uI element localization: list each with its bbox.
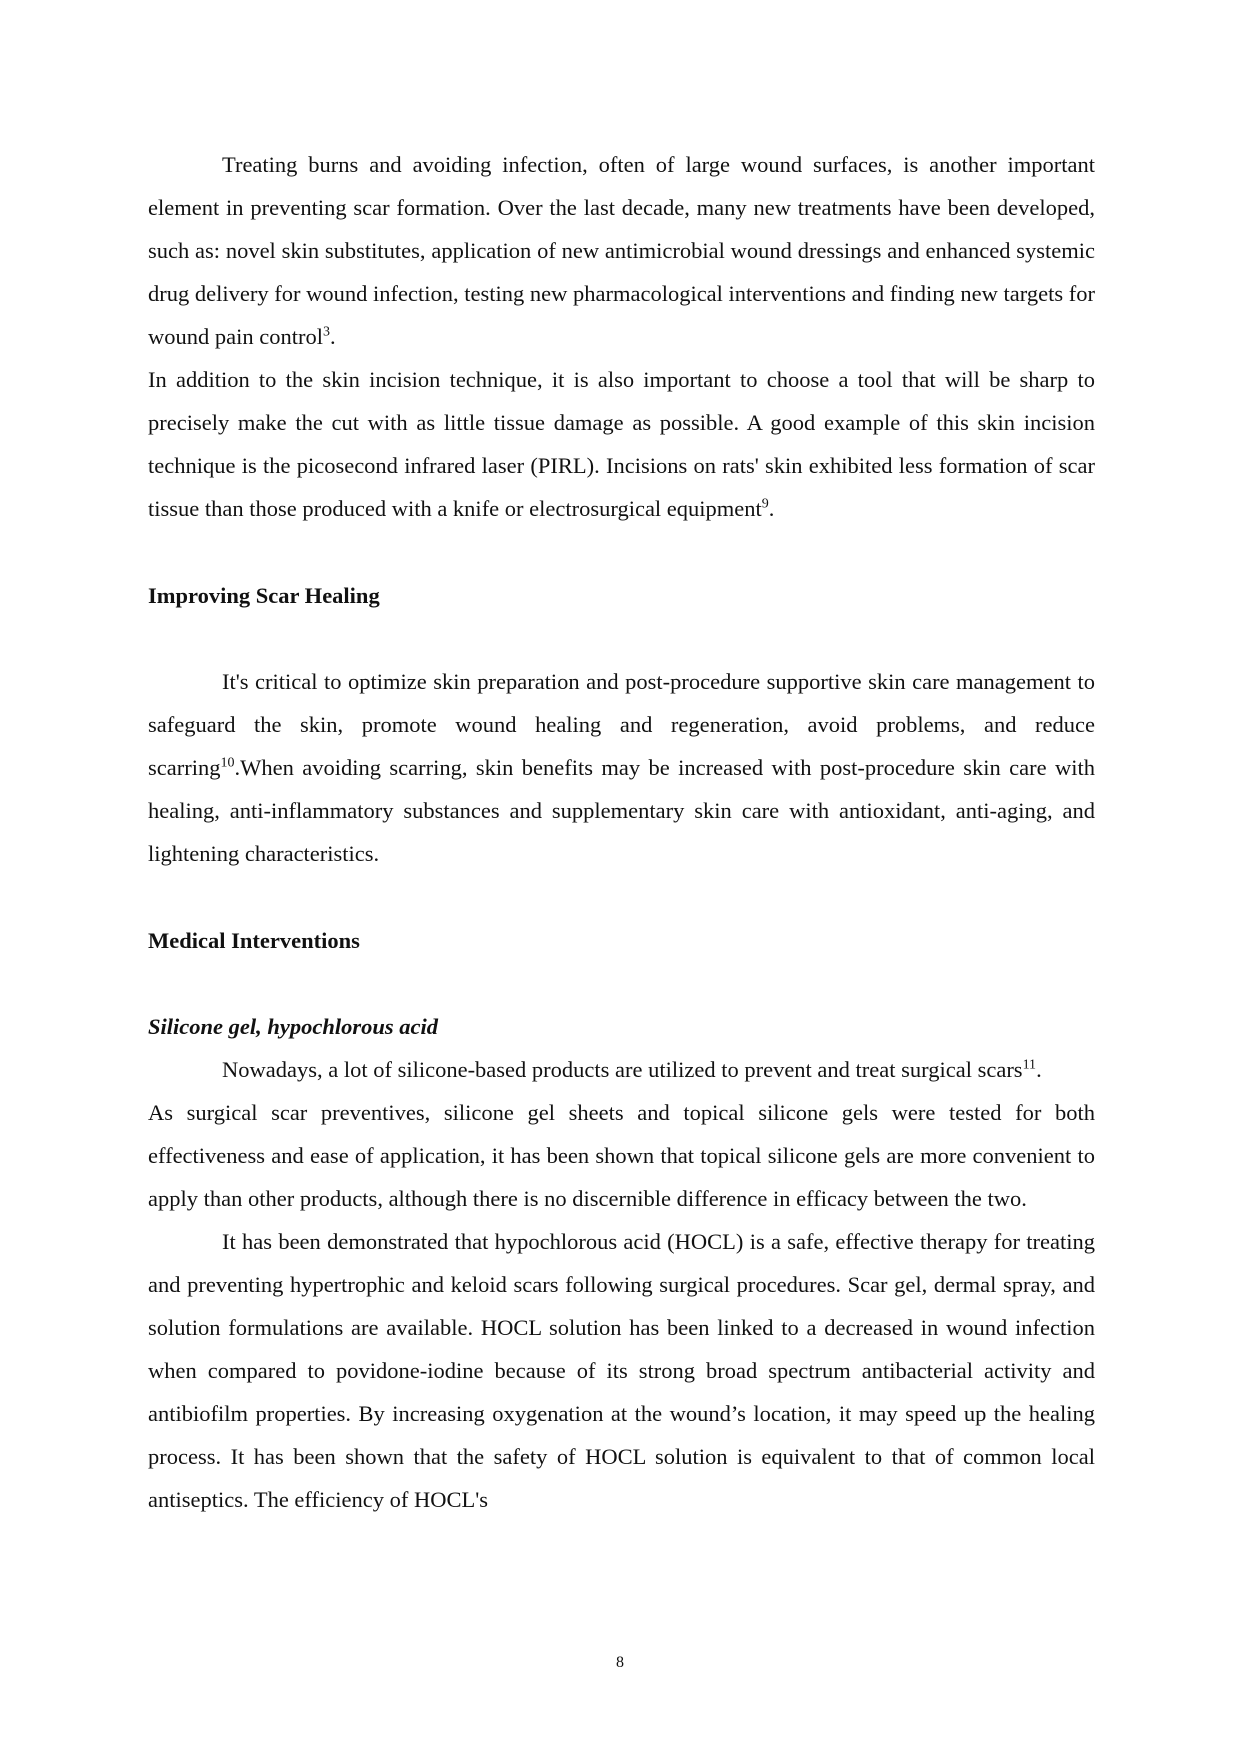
spacer xyxy=(148,617,1095,660)
paragraph-text: Treating burns and avoiding infection, often of large wound surfaces, is another important element in preventing scar formation. Over the last decade, many new treatments have been developed, such as: novel skin substitutes, application of new antimicrobial wound dressings and enhanced systemic drug delivery for wound infection, testing new pharmacological interventions and finding new targets for wound pain control xyxy=(148,152,1095,349)
paragraph-end: . xyxy=(1036,1057,1042,1082)
section-heading-improving-scar-healing: Improving Scar Healing xyxy=(148,583,380,608)
paragraph-text: Nowadays, a lot of silicone-based products are utilized to prevent and treat surgical scars xyxy=(222,1057,1023,1082)
spacer xyxy=(148,530,1095,574)
paragraph-skin-care xyxy=(148,660,1095,875)
citation-ref: 10 xyxy=(220,755,235,771)
spacer xyxy=(148,875,1095,919)
section-heading-medical-interventions: Medical Interventions xyxy=(148,928,360,953)
citation-ref: 9 xyxy=(761,496,769,512)
subsection-heading-silicone-gel: Silicone gel, hypochlorous acid xyxy=(148,1014,439,1039)
citation-ref: 3 xyxy=(322,324,330,340)
paragraph-text: In addition to the skin incision technique, it is also important to choose a tool that will be sharp to precisely make the cut with as little tissue damage as possible. A good example of this skin incision technique is the picosecond infrared laser (PIRL). Incisions on rats' skin exhibited less formation of scar tissue than those produced with a knife or electrosurgical equipment xyxy=(148,367,1095,521)
paragraph-text: It's critical to optimize skin preparation and post-procedure supportive skin care management to safeguard the skin, promote wound healing and regeneration, avoid problems, and reduce scarring xyxy=(148,669,1095,780)
paragraph-incision-tool xyxy=(148,358,1095,530)
paragraph-burns-treatment xyxy=(148,143,1095,358)
paragraph-end: . xyxy=(329,324,336,349)
paragraph-silicone-gel-sheets: As surgical scar preventives, silicone gel sheets and topical silicone gels were tested for both effectiveness and ease of application, it has been shown that topical silicone gels are more convenient to apply than other products, although there is no discernible difference in efficacy between the two. xyxy=(148,1100,1095,1211)
paragraph-text-continued: .When avoiding scarring, skin benefits may be increased with post-procedure skin care with healing, anti-inflammatory substances and supplementary skin care with antioxidant, anti-aging, and lightening characteristics. xyxy=(148,755,1095,866)
citation-ref: 11 xyxy=(1022,1057,1037,1073)
paragraph-hocl: It has been demonstrated that hypochlorous acid (HOCL) is a safe, effective therapy for treating and preventing hypertrophic and keloid scars following surgical procedures. Scar gel, dermal spray, and solution formulations are available. HOCL solution has been linked to a decreased in wound infection when compared to povidone-iodine because of its strong broad spectrum antibacterial activity and antibiofilm properties. By increasing oxygenation at the wound’s location, it may speed up the healing process. It has been shown that the safety of HOCL solution is equivalent to that of common local antiseptics. The efficiency of HOCL's xyxy=(148,1229,1095,1512)
paragraph-end: . xyxy=(768,496,775,521)
page-number: 8 xyxy=(616,1654,624,1671)
paragraph-silicone-products xyxy=(148,1048,1095,1091)
spacer xyxy=(148,962,1095,1005)
page-content xyxy=(148,143,1095,1521)
